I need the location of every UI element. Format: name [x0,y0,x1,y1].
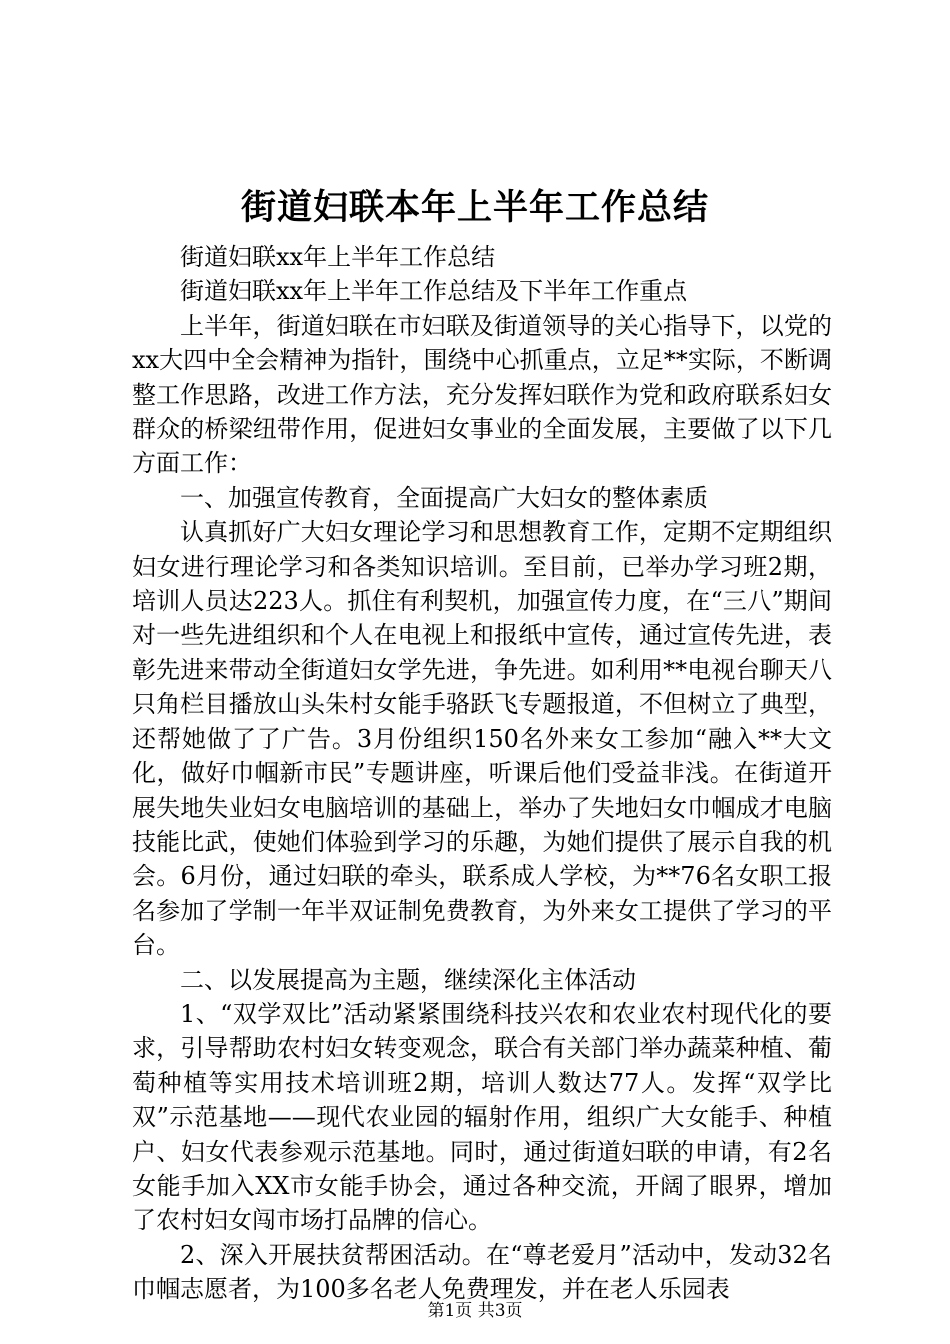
document-body [132,240,832,1307]
subtitle-line: 街道妇联xx年上半年工作总结 [180,243,496,271]
section-heading: 一、加强宣传教育，全面提高广大妇女的整体素质 [180,483,708,512]
body-paragraph: 1、“双学双比”活动紧紧围绕科技兴农和农业农村现代化的要求，引导帮助农村妇女转变观念，联合有关部门举办蔬菜种植、葡萄种植等实用技术培训班2期，培训人数达77人。发挥“双学比双”示范基地——现代农业园的辐射作用，组织广大女能手、种植户、妇女代表参观示范基地。同时，通过街道妇联的申请，有2名女能手加入XX市女能手协会，通过各种交流，开阔了眼界，增加了农村妇女闯市场打品牌的信心。 [132,999,832,1235]
page-number-footer: 第1页 共3页 [427,1301,523,1321]
body-paragraph: 2、深入开展扶贫帮困活动。在“尊老爱月”活动中，发动32名巾帼志愿者，为100多名老人免费理发，并在老人乐园表 [132,1240,832,1304]
subtitle-line: 街道妇联xx年上半年工作总结及下半年工作重点 [180,277,688,306]
document-title: 街道妇联本年上半年工作总结 [240,187,709,228]
body-paragraph: 认真抓好广大妇女理论学习和思想教育工作，定期不定期组织妇女进行理论学习和各类知识培训。至目前，已举办学习班2期，培训人员达223人。抓住有利契机，加强宣传力度，在“三八”期间对一些先进组织和个人在电视上和报纸中宣传，通过宣传先进，表彰先进来带动全街道妇女学先进，争先进。如利用**电视台聊天八只角栏目播放山头朱村女能手骆跃飞专题报道，不但树立了典型，还帮她做了了广告。3月份组织150名外来女工参加“融入**大文化，做好巾帼新市民”专题讲座，听课后他们受益非浅。在街道开展失地失业妇女电脑培训的基础上，举办了失地妇女巾帼成才电脑技能比武，使她们体验到学习的乐趣，为她们提供了展示自我的机会。6月份，通过妇联的牵头，联系成人学校，为**76名女职工报名参加了学制一年半双证制免费教育，为外来女工提供了学习的平台。 [132,518,832,960]
body-paragraph: 上半年，街道妇联在市妇联及街道领导的关心指导下，以党的xx大四中全会精神为指针，围绕中心抓重点，立足**实际，不断调整工作思路，改进工作方法，充分发挥妇联作为党和政府联系妇女群众的桥梁纽带作用，促进妇女事业的全面发展，主要做了以下几方面工作： [132,311,832,478]
section-heading: 二、以发展提高为主题，继续深化主体活动 [180,965,636,994]
